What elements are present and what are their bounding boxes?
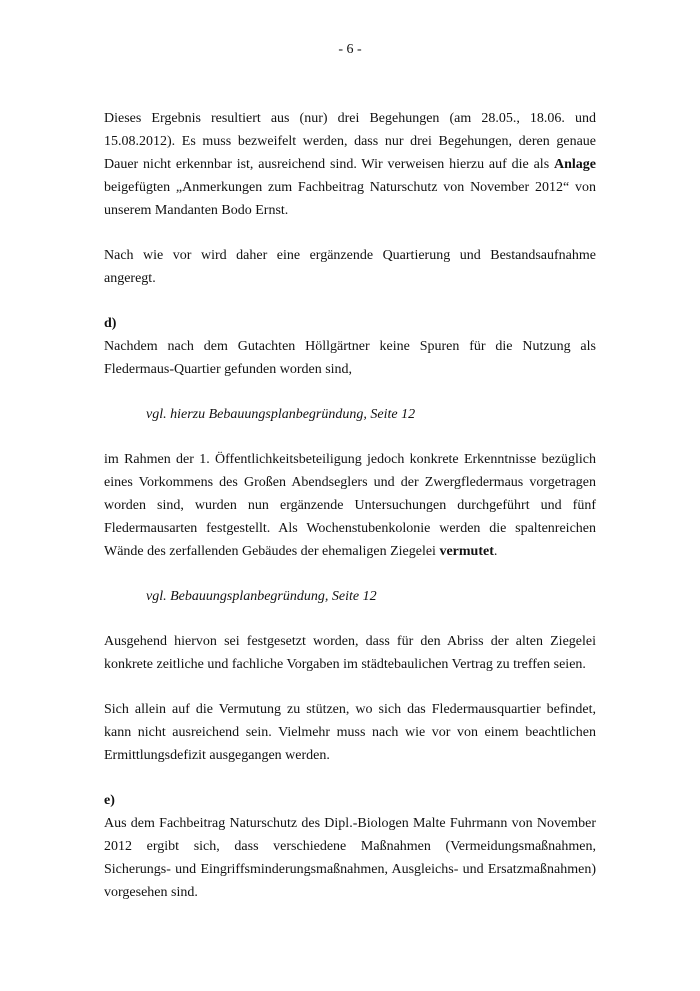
paragraph-text: . <box>493 544 498 559</box>
section-d-reference-2: vgl. Bebauungsplanbegründung, Seite 12 <box>146 589 377 604</box>
section-d-paragraph-3: Ausgehend hiervon sei festgesetzt worden, dass für den Abriss der alten Ziegelei konkrete zeitliche und fachliche Vorgaben im städtebaulichen Vertrag zu treffen seien. <box>104 634 596 672</box>
section-d-reference-1: vgl. hierzu Bebauungsplanbegründung, Seite 12 <box>146 407 416 422</box>
document-body <box>104 107 596 904</box>
section-d-paragraph-1: Nachdem nach dem Gutachten Höllgärtner keine Spuren für die Nutzung als Fledermaus-Quartier gefunden worden sind, <box>104 339 596 377</box>
page-number: - 6 - <box>338 42 362 57</box>
section-e-heading: e) <box>104 793 115 808</box>
paragraph-text: Dieses Ergebnis resultiert aus (nur) drei Begehungen (am 28.05., 18.06. und 15.08.2012). Es muss bezweifelt werden, dass nur drei Begehungen, deren genaue Dauer nicht erkennbar ist, ausreichend sind. Wir verweisen hierzu auf die als <box>104 111 596 172</box>
section-d-heading: d) <box>104 316 117 331</box>
section-d-paragraph-4: Sich allein auf die Vermutung zu stützen, wo sich das Fledermausquartier befindet, kann nicht ausreichend sein. Vielmehr muss nach wie vor von einem beachtlichen Ermittlungsdefizit ausgegangen werden. <box>104 702 596 763</box>
paragraph-recommendation: Nach wie vor wird daher eine ergänzende Quartierung und Bestandsaufnahme angeregt. <box>104 248 596 286</box>
section-e-paragraph-1: Aus dem Fachbeitrag Naturschutz des Dipl.-Biologen Malte Fuhrmann von November 2012 ergibt sich, dass verschiedene Maßnahmen (Vermeidungsmaßnahmen, Sicherungs- und Eingriffsminderungsmaßnahmen, Ausgleichs- und Ersatzmaßnahmen) vorgesehen sind. <box>104 816 596 900</box>
bold-attachment-label: Anlage <box>554 157 596 172</box>
paragraph-text: beigefügten „Anmerkungen zum Fachbeitrag Naturschutz von November 2012“ von unserem Mandanten Bodo Ernst. <box>104 180 596 218</box>
paragraph-text: im Rahmen der 1. Öffentlichkeitsbeteiligung jedoch konkrete Erkenntnisse bezüglich eines Vorkommens des Großen Abendseglers und der Zwergfledermaus vorgetragen worden sind, wurden nun ergänzende Untersuchungen durchgeführt und fünf Fledermausarten festgestellt. Als Wochenstubenkolonie werden die spaltenreichen Wände des zerfallenden Gebäudes der ehemaligen Ziegelei <box>104 452 596 559</box>
bold-emphasis: vermutet <box>439 544 494 559</box>
paragraph-results <box>104 107 596 222</box>
section-d-paragraph-2 <box>104 448 596 563</box>
